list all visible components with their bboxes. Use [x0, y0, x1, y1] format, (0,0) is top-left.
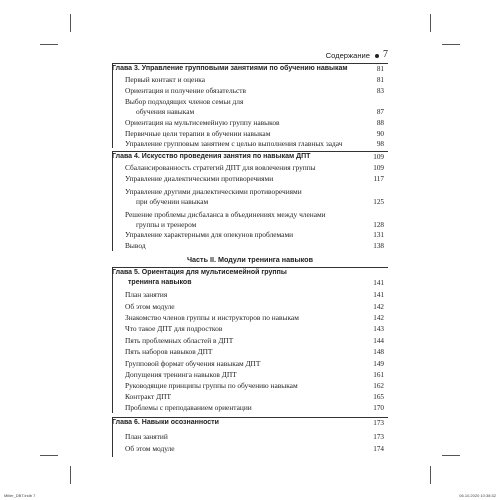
chapter-title: Глава 4. Искусство проведения занятия по навыкам ДПТ: [112, 153, 311, 160]
toc-chapter-3[interactable]: [112, 64, 384, 74]
toc-item[interactable]: Об этом модуле 142: [125, 302, 384, 311]
crop-mark: [442, 455, 460, 456]
toc-item[interactable]: Управление диалектическими противоречиями 117: [125, 174, 384, 183]
toc-item-continued[interactable]: обучения навыкам 87: [136, 107, 384, 116]
toc-item[interactable]: Что такое ДПТ для подростков 143: [125, 324, 384, 333]
toc-item[interactable]: Ориентация на мультисемейную группу навыков 88: [125, 118, 384, 127]
chapter-title-cont: тренинга навыков: [128, 279, 192, 286]
crop-mark: [40, 44, 58, 45]
toc-item[interactable]: Первый контакт и оценка 81: [125, 75, 384, 84]
crop-mark: [40, 455, 58, 456]
toc-item[interactable]: Пять наборов навыков ДПТ 148: [125, 347, 384, 356]
toc-item[interactable]: Пять проблемных областей в ДПТ 144: [125, 336, 384, 345]
toc-item[interactable]: Управление другими диалектическими противоречиями: [125, 187, 302, 196]
footer-file-label: Miller_DBT.indb 7: [4, 493, 36, 498]
toc-item[interactable]: Допущения тренинга навыков ДПТ 161: [125, 370, 384, 379]
toc-chapter-4[interactable]: [112, 152, 384, 162]
chapter-page: 173: [373, 419, 384, 427]
toc-item[interactable]: Контракт ДПТ 165: [125, 392, 384, 401]
toc-item[interactable]: Об этом модуле 174: [125, 444, 384, 453]
footer-timestamp: 06.10.2020 10:38:32: [459, 493, 496, 498]
toc-item[interactable]: Выбор подходящих членов семьи для: [125, 97, 244, 106]
toc-item[interactable]: Вывод 138: [125, 241, 384, 250]
chapter-page: 109: [373, 153, 384, 161]
toc-chapter-6[interactable]: [112, 418, 384, 428]
toc-item[interactable]: Сбалансированность стратегий ДПТ для вовлечения группы 109: [125, 163, 384, 172]
toc-item[interactable]: Знакомство членов группы и инструкторов по навыкам 142: [125, 313, 384, 322]
crop-mark: [70, 14, 71, 32]
toc-item[interactable]: План занятия 141: [125, 290, 384, 299]
chapter-title: Глава 3. Управление групповыми занятиями по обучению навыкам: [112, 65, 348, 72]
page-number: 7: [383, 49, 388, 60]
toc-item[interactable]: Первичные цели терапии в обучении навыкам 90: [125, 129, 384, 138]
crop-mark: [430, 466, 431, 484]
header-label: Содержание: [325, 51, 370, 60]
toc-item[interactable]: Управление групповым занятием с целью выполнения главных задач 98: [125, 139, 384, 148]
running-header: [112, 50, 388, 64]
chapter-page: 141: [373, 279, 384, 287]
toc-item[interactable]: Решение проблемы дисбаланса в объединениях между членами: [125, 210, 326, 219]
bullet-icon: [375, 54, 379, 58]
crop-mark: [430, 14, 431, 32]
chapter-title: Глава 5. Ориентация для мультисемейной группы: [112, 269, 287, 276]
toc-item[interactable]: Ориентация и получение обязательств 83: [125, 86, 384, 95]
chapter-page: 81: [376, 65, 384, 73]
toc-item[interactable]: План занятий 173: [125, 432, 384, 441]
crop-mark: [442, 44, 460, 45]
toc-chapter-5[interactable]: [112, 268, 384, 278]
toc-item-continued[interactable]: группы и тренером 128: [136, 220, 384, 229]
toc-item[interactable]: Групповой формат обучения навыкам ДПТ 149: [125, 359, 384, 368]
toc-item[interactable]: Проблемы с преподаванием ориентации 170: [125, 403, 384, 412]
part-title[interactable]: Часть II. Модули тренинга навыков: [187, 255, 313, 264]
toc-item-continued[interactable]: при обучении навыкам 125: [136, 197, 384, 206]
chapter-title: Глава 6. Навыки осознанности: [112, 419, 219, 426]
crop-mark: [70, 466, 71, 484]
toc-chapter-5-cont[interactable]: [112, 278, 384, 288]
toc-item[interactable]: Руководящие принципы группы по обучению навыкам 162: [125, 381, 384, 390]
toc-item[interactable]: Управление характерными для опекунов проблемами 131: [125, 230, 384, 239]
